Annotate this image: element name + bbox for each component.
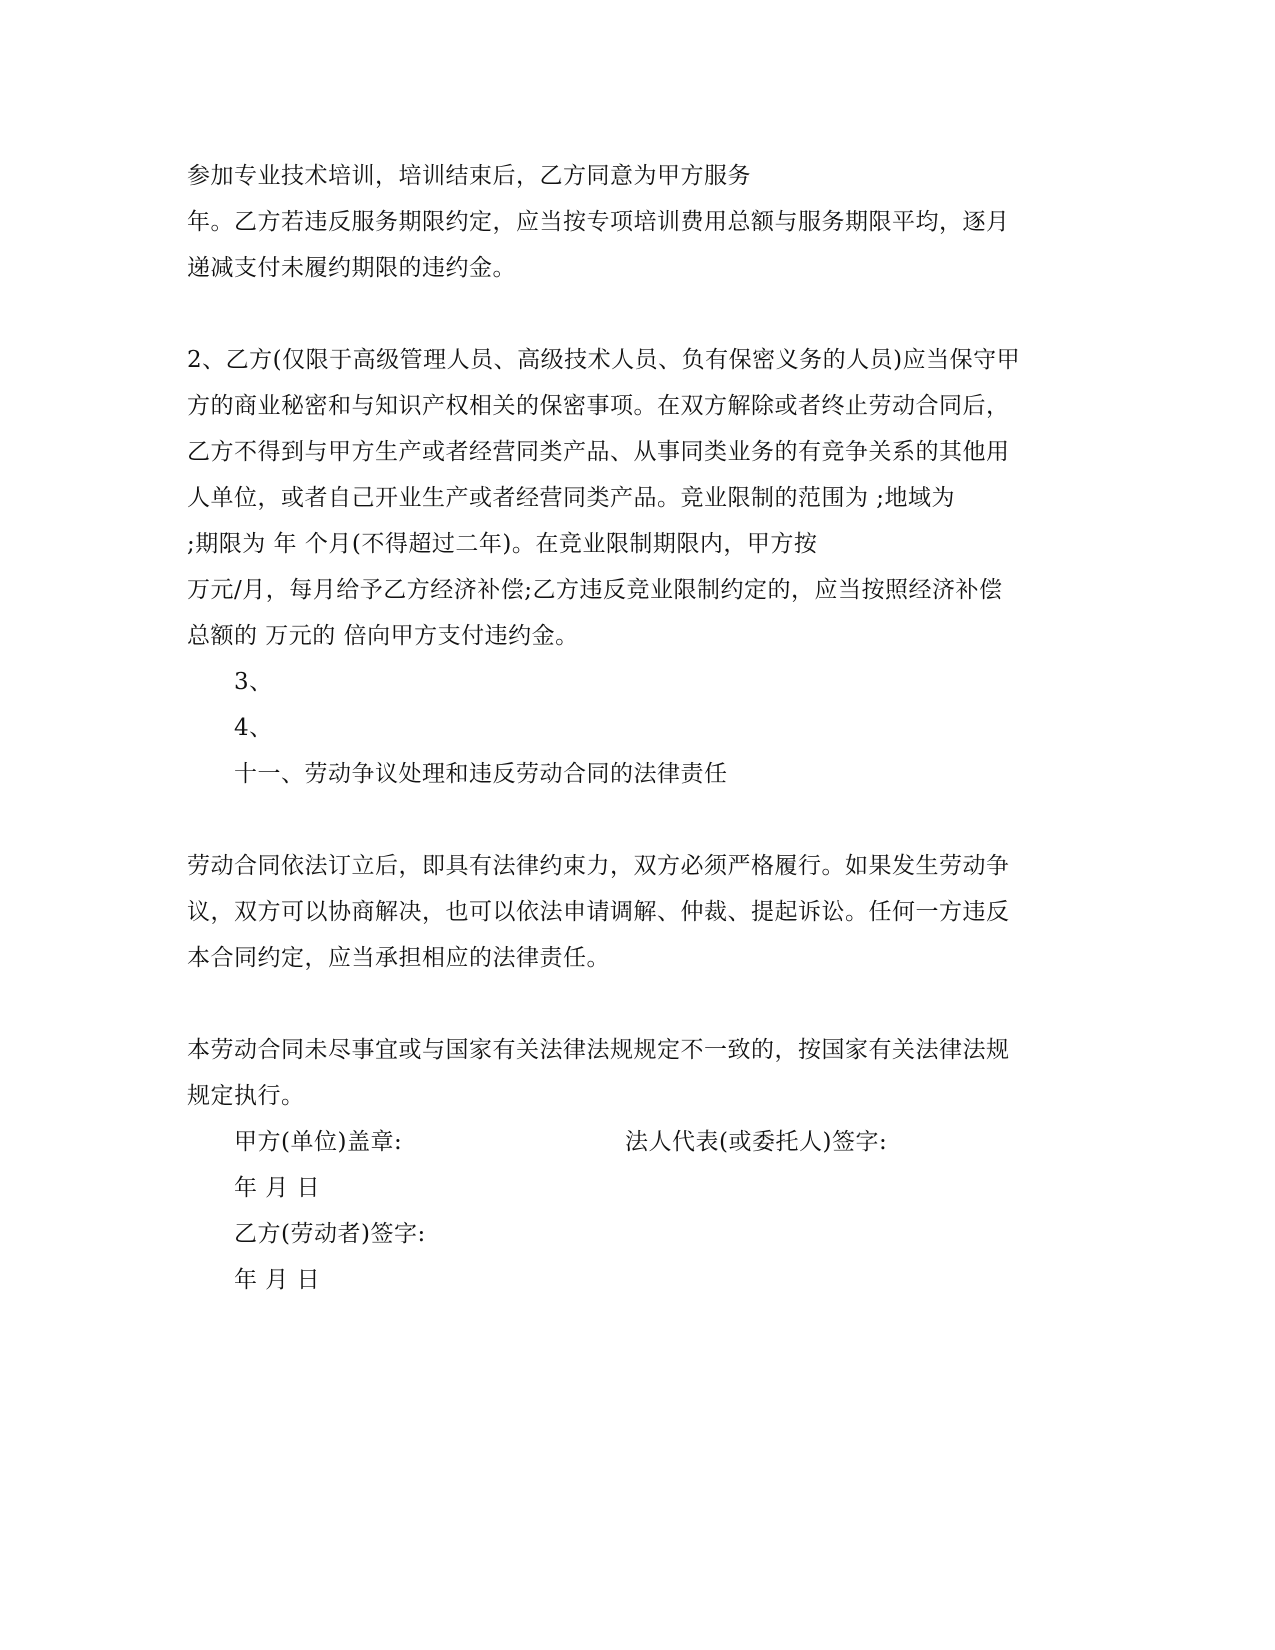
clause-2-line-5: ;期限为 年 个月(不得超过二年)。在竞业限制期限内，甲方按 — [187, 531, 818, 557]
dispute-paragraph-line-1: 劳动合同依法订立后，即具有法律约束力，双方必须严格履行。如果发生劳动争 — [187, 853, 1010, 879]
legal-rep-signature-label: 法人代表(或委托人)签字: — [625, 1129, 888, 1155]
paragraph-training-line-2: 年。乙方若违反服务期限约定，应当按专项培训费用总额与服务期限平均，逐月 — [187, 209, 1010, 235]
clause-3: 3、 — [234, 669, 273, 695]
clause-2-line-7: 总额的 万元的 倍向甲方支付违约金。 — [187, 623, 579, 649]
date-line-1: 年 月 日 — [234, 1175, 321, 1201]
clause-2-line-3: 乙方不得到与甲方生产或者经营同类产品、从事同类业务的有竞争关系的其他用 — [187, 439, 1010, 465]
supplementary-paragraph-line-2: 规定执行。 — [187, 1083, 305, 1109]
clause-2-line-2: 方的商业秘密和与知识产权相关的保密事项。在双方解除或者终止劳动合同后， — [187, 393, 1010, 419]
paragraph-training-line-3: 递减支付未履约期限的违约金。 — [187, 255, 516, 281]
section-heading-11: 十一、劳动争议处理和违反劳动合同的法律责任 — [234, 761, 728, 787]
supplementary-paragraph-line-1: 本劳动合同未尽事宜或与国家有关法律法规规定不一致的，按国家有关法律法规 — [187, 1037, 1010, 1063]
paragraph-training-line-1: 参加专业技术培训，培训结束后，乙方同意为甲方服务 — [187, 163, 751, 189]
clause-4: 4、 — [234, 715, 273, 741]
dispute-paragraph-line-2: 议，双方可以协商解决，也可以依法申请调解、仲裁、提起诉讼。任何一方违反 — [187, 899, 1010, 925]
date-line-2: 年 月 日 — [234, 1267, 321, 1293]
dispute-paragraph-line-3: 本合同约定，应当承担相应的法律责任。 — [187, 945, 610, 971]
clause-2-line-1: 2、乙方(仅限于高级管理人员、高级技术人员、负有保密义务的人员)应当保守甲 — [187, 347, 1021, 373]
party-b-signature-label: 乙方(劳动者)签字: — [234, 1221, 426, 1247]
clause-2-line-4: 人单位，或者自己开业生产或者经营同类产品。竞业限制的范围为 ;地域为 — [187, 485, 956, 511]
clause-2-line-6: 万元/月，每月给予乙方经济补偿;乙方违反竞业限制约定的，应当按照经济补偿 — [187, 577, 1003, 603]
party-a-seal-label: 甲方(单位)盖章: — [234, 1129, 403, 1155]
